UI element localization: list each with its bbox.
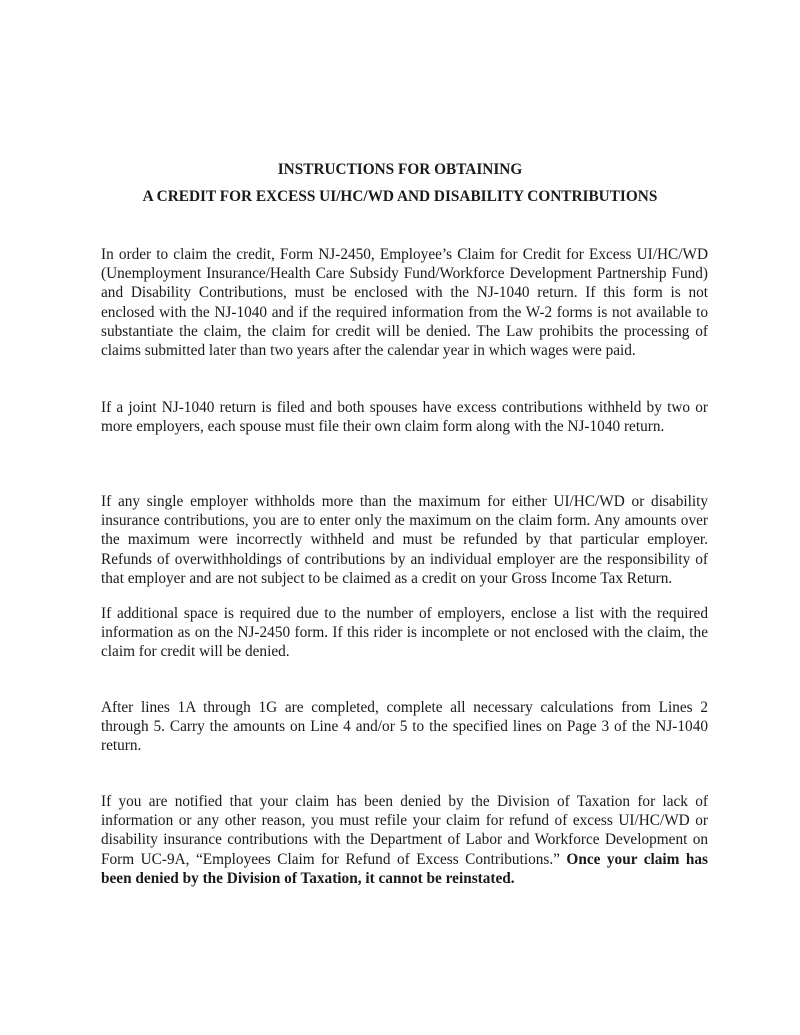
claim-denied-text: If you are notified that your claim has been denied by the Division of Taxation for lack of information or any other reason, you must refile your claim for refund of excess UI/HC/WD or disability insurance contributions with the Department of Labor and Workforce Development on Form UC-9A, “Employees Claim for Refund of Excess Contributions.” xyxy=(101,793,708,868)
document-title-line-1: INSTRUCTIONS FOR OBTAINING xyxy=(277,161,523,178)
paragraph-joint-return: If a joint NJ-1040 return is filed and both spouses have excess contributions withheld by two or more employers, each spouse must file their own claim form along with the NJ-1040 return. xyxy=(101,399,708,436)
paragraph-single-employer: If any single employer withholds more than the maximum for either UI/HC/WD or disability insurance contributions, you are to enter only the maximum on the claim form. Any amounts over the maximum were incorrectly withheld and must be refunded by that particular employer. Refunds of overwithholdings of contributions by an individual employer are the responsibility of that employer and are not subject to be claimed as a credit on your Gross Income Tax Return. xyxy=(101,493,708,587)
claim-denied-warning: Once your claim has been denied by the Division of Taxation, it cannot be reinstated. xyxy=(101,850,708,887)
paragraph-line-calculations: After lines 1A through 1G are completed, complete all necessary calculations from Lines 2 through 5. Carry the amounts on Line 4 and/or 5 to the specified lines on Page 3 of the NJ-1040 return. xyxy=(101,699,708,755)
paragraph-additional-space: If additional space is required due to the number of employers, enclose a list with the required information as on the NJ-2450 form. If this rider is incomplete or not enclosed with the claim, the claim for credit will be denied. xyxy=(101,605,708,661)
document-title-line-2: A CREDIT FOR EXCESS UI/HC/WD AND DISABILITY CONTRIBUTIONS xyxy=(142,188,658,205)
paragraph-claim-credit: In order to claim the credit, Form NJ-2450, Employee’s Claim for Credit for Excess UI/HC/WD (Unemployment Insurance/Health Care Subsidy Fund/Workforce Development Partnership Fund) and Disability Contributions, must be enclosed with the NJ-1040 return. If this form is not enclosed with the NJ-1040 and if the required information from the W-2 forms is not available to substantiate the claim, the claim for credit will be denied. The Law prohibits the processing of claims submitted later than two years after the calendar year in which wages were paid. xyxy=(101,246,708,360)
paragraph-claim-denied xyxy=(101,792,708,888)
